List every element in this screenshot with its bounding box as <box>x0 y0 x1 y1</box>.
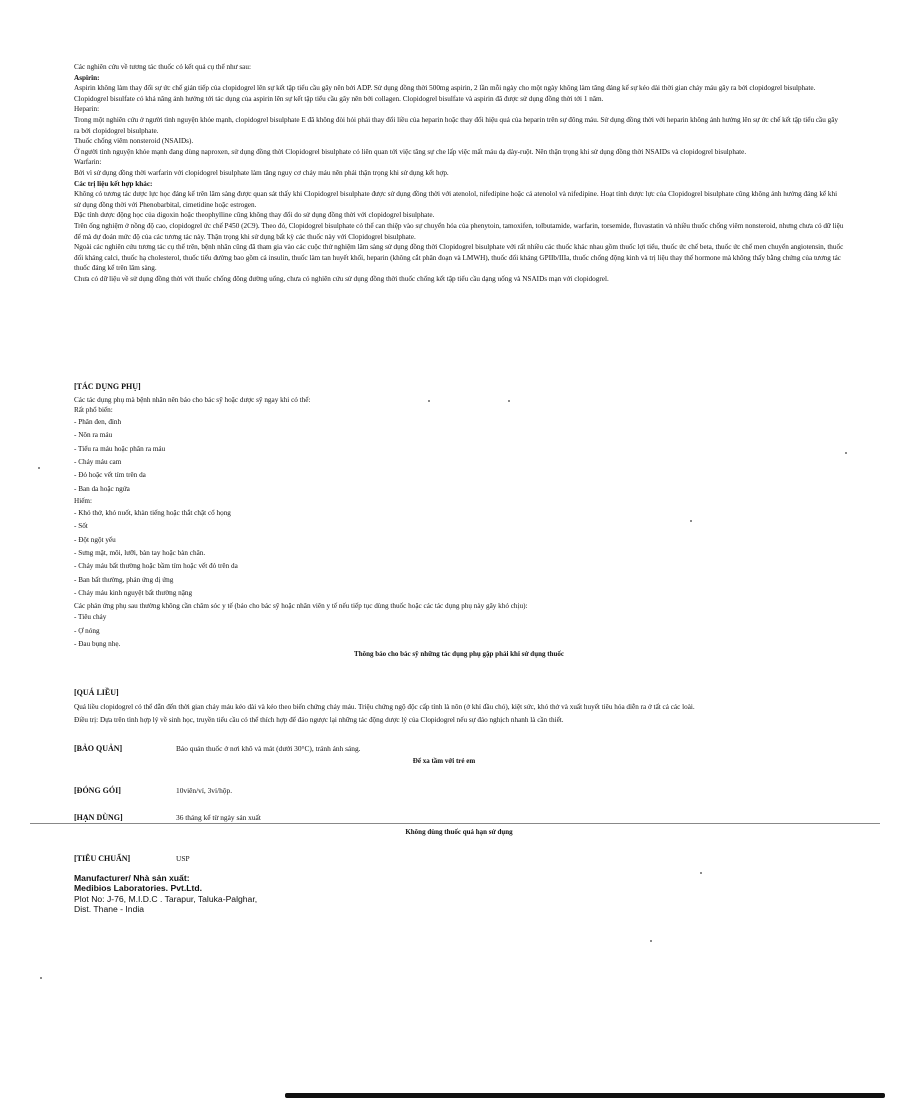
manufacturer-label: Manufacturer/ Nhà sản xuất: <box>74 873 190 883</box>
list-item: - Ban bất thường, phản ứng dị ứng <box>74 575 174 584</box>
side-effects-section <box>74 382 844 660</box>
expiry-note: Không dùng thuốc quá hạn sử dụng <box>405 828 513 836</box>
other-therapies-p2: Đặc tính dược động học của digoxin hoặc theophylline cũng không thay đổi do sử dụng đồng thời với clopidogrel bisulphate. <box>74 211 435 220</box>
standard-row <box>74 854 844 866</box>
scan-edge-bar <box>285 1093 885 1098</box>
expiry-note-row <box>74 828 844 840</box>
aspirin-title: Aspirin: <box>74 73 100 82</box>
interactions-intro: Các nghiên cứu về tương tác thuốc có kết quả cụ thể như sau: <box>74 63 251 71</box>
list-item: - Ợ nóng <box>74 626 100 635</box>
list-item: - Đột ngột yếu <box>74 535 116 544</box>
expiry-label: [HẠN DÙNG] <box>74 813 123 822</box>
expiry-row <box>74 813 844 825</box>
side-effects-heading: [TÁC DỤNG PHỤ] <box>74 382 141 391</box>
manufacturer-name: Medibios Laboratories. Pvt.Ltd. <box>74 883 202 894</box>
manufacturer-block <box>74 873 257 915</box>
scan-speck <box>690 520 692 522</box>
list-item: - Chảy máu kinh nguyệt bất thường nặng <box>74 589 193 598</box>
list-item: - Phân đen, đỉnh <box>74 417 122 426</box>
heparin-title: Heparin: <box>74 105 100 114</box>
scan-speck <box>428 400 430 402</box>
side-effects-notice: Thông báo cho bác sỹ những tác dụng phụ gặp phải khi sử dụng thuốc <box>354 650 564 659</box>
list-item: - Đỏ hoặc vết tím trên da <box>74 471 146 480</box>
list-item: - Chảy máu bất thường hoặc bầm tím hoặc vết đỏ trên da <box>74 562 238 571</box>
list-item: - Đau bụng nhẹ. <box>74 640 121 649</box>
list-item: - Tiểu ra máu hoặc phân ra máu <box>74 444 166 453</box>
side-effects-intro: Các tác dụng phụ mà bệnh nhân nên báo cho bác sỹ hoặc dược sỹ ngay khi có thể: <box>74 395 311 404</box>
scan-speck <box>700 872 702 874</box>
standard-value: USP <box>176 854 190 863</box>
packaging-row <box>74 786 844 798</box>
very-common-title: Rất phổ biến: <box>74 406 113 415</box>
list-item: - Nôn ra máu <box>74 431 113 440</box>
aspirin-text: Aspirin không làm thay đổi sự ức chế gián tiếp của clopidogrel lên sự kết tập tiểu cầu gây nên bởi ADP. Sử dụng đồng thời 500mg aspirin, 2 lần mỗi ngày cho một ngày không làm tăng đáng kể sự kéo dài thời gian chảy máu gây ra bởi clopidogrel bisulphate. Clopidogrel bisulfate có khả năng ảnh hưởng tới tác dụng của aspirin lên sự kết tập tiểu cầu gây nên bởi collagen. Clopidogrel bisulfate và aspirin đã được sử dụng đồng thời tới 1 năm. <box>74 84 816 103</box>
storage-note-row <box>74 757 844 769</box>
list-item: - Sốt <box>74 522 88 531</box>
manufacturer-location: Dist. Thane - India <box>74 904 145 915</box>
other-therapies-p4: Ngoài các nghiên cứu tương tác cụ thể trên, bệnh nhân cũng đã tham gia vào các cuộc thử nghiệm lâm sàng sử dụng đồng thời Clopidogrel bisulphate với rất nhiều các thuốc khác nhau gồm thuốc lợi tiểu, thuốc ức chế beta, thuốc ức chế men chuyển angiotensin, thuốc đối kháng calci, thuốc hạ cholesterol, thuốc tiểu đường bao gồm cả insulin, thuốc làm tan huyết khối, heparin (không cắt phân đoạn và LMWH), thuốc đối kháng GPIIb/IIIa, thuốc chống động kinh và trị liệu thay thế hormone mà không thấy bằng chứng của tương tác thuốc đáng kể trên lâm sàng. <box>74 243 844 273</box>
packaging-label: [ĐÓNG GÓI] <box>74 786 121 795</box>
expiry-value: 36 tháng kể từ ngày sản xuất <box>176 813 261 822</box>
scan-speck <box>650 940 652 942</box>
overdose-text: Quá liều clopidogrel có thể dẫn đến thời gian chảy máu kéo dài và kéo theo biến chứng chảy máu. Triệu chứng ngộ độc cấp tính là nôn (ở khỉ đầu chó), kiệt sức, khó thở và xuất huyết tiêu hóa diễn ra ở tất cả các loài. <box>74 702 695 711</box>
nsaid-text: Ở người tình nguyện khỏe mạnh đang dùng naproxen, sử dụng đồng thời Clopidogrel bisulphate có liên quan tới việc tăng sự che lấp việc mất máu dạ dày-ruột. Nên thận trọng khi sử dụng đồng thời NSAIDs và clopidogrel bisulphate. <box>74 147 747 156</box>
scan-speck <box>38 467 40 469</box>
nsaid-title: Thuốc chống viêm nonsteroid (NSAIDs). <box>74 137 194 146</box>
overdose-treatment: Điều trị: Dựa trên tình hợp lý về sinh học, truyền tiểu cầu có thể thích hợp để đảo ngược lại những tác động dược lý của Clopidogrel nếu sự đảo nghịch nhanh là cần thiết. <box>74 716 564 725</box>
other-therapies-p3: Trên ống nghiệm ở nồng độ cao, clopidogrel ức chế P450 (2C9). Theo đó, Clopidogrel bisulphate có thể can thiệp vào sự chuyển hóa của phenytoin, tamoxifen, tolbutamide, warfarin, torsemide, fluvastatin và nhiều thuốc chống viêm nonsteroid, nhưng chưa có dữ liệu để mà dự đoán mức độ của các tương tác này. Thận trọng khi sử dụng bất kỳ các thuốc này với Clopidogrel bisulphate. <box>74 221 844 241</box>
warfarin-text: Bởi vì sử dụng đồng thời warfarin với clopidogrel bisulphate làm tăng nguy cơ chảy máu nên phải thận trọng khi sử dụng kết hợp. <box>74 168 449 177</box>
scan-speck <box>40 977 42 979</box>
manufacturer-address: Plot No: J-76, M.I.D.C . Tarapur, Taluka-Palghar, <box>74 893 258 904</box>
other-therapies-p1: Không có tương tác dược lực học đáng kể trên lâm sàng được quan sát thấy khi Clopidogrel bisulphate được sử dụng đồng thời với atenolol, nifedipine hoặc cả atenolol và nifedipine. Hoạt tính dược lực của Clopidogrel bisulphate cũng không ảnh hưởng đáng kể khi sử dụng đồng thời với Phenobarbital, cimetidine hoặc estrogen. <box>74 190 838 209</box>
rare-title: Hiếm: <box>74 497 92 506</box>
storage-value: Bảo quản thuốc ở nơi khô và mát (dưới 30°C), tránh ánh sáng. <box>176 744 361 753</box>
list-item: - Ban da hoặc ngứa <box>74 484 130 493</box>
overdose-section <box>74 688 844 726</box>
other-therapies-p5: Chưa có dữ liệu về sử dụng đồng thời với thuốc chống đông đường uống, chưa có nghiên cứu sử dụng đồng thời thuốc chống kết tập tiểu cầu dạng uống và NSAIDs mạn với clopidogrel. <box>74 274 609 283</box>
scan-speck <box>845 452 847 454</box>
interactions-section <box>74 62 844 284</box>
storage-note: Để xa tầm với trẻ em <box>412 757 476 765</box>
list-item: - Khó thở, khó nuốt, khàn tiếng hoặc thắt chặt cổ họng <box>74 508 231 517</box>
scan-speck <box>508 400 510 402</box>
overdose-heading: [QUÁ LIỀU] <box>74 688 119 697</box>
other-therapies-title: Các trị liệu kết hợp khác: <box>74 179 153 188</box>
packaging-value: 10viên/vỉ, 3vỉ/hộp. <box>176 786 233 795</box>
warfarin-title: Warfarin: <box>74 158 102 167</box>
list-item: - Sưng mặt, môi, lưỡi, bàn tay hoặc bàn chân. <box>74 549 206 558</box>
standard-label: [TIÊU CHUẨN] <box>74 854 131 863</box>
heparin-text: Trong một nghiên cứu ở người tình nguyện khỏe mạnh, clopidogrel bisulphate E đã không đòi hỏi phải thay đổi liều của heparin hoặc thay đổi hiệu quả của heparin trên sự đông máu. Sử dụng đồng thời với heparin không ảnh hưởng lên sự ức chế kết tập tiểu cầu gây ra bởi clopidogrel bisulphate. <box>74 115 839 135</box>
non-urgent-intro: Các phản ứng phụ sau thường không cần chăm sóc y tế (báo cho bác sỹ hoặc nhân viên y tế nếu tiếp tục dùng thuốc hoặc các tác dụng phụ này gây khó chịu): <box>74 601 528 610</box>
storage-label: [BẢO QUẢN] <box>74 744 123 753</box>
storage-row <box>74 744 844 756</box>
list-item: - Tiêu chảy <box>74 613 107 622</box>
list-item: - Chảy máu cam <box>74 458 122 466</box>
